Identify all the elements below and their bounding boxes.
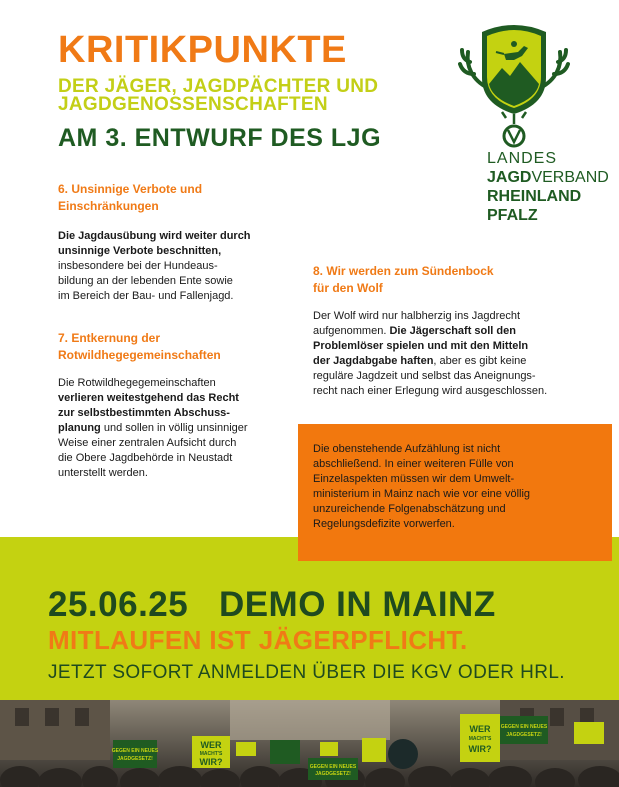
page-subtitle [58, 78, 418, 114]
sign-text: MACHT'S [199, 751, 223, 757]
body-line: unterstellt werden. [58, 467, 148, 479]
body-bold: zur selbstbestimmten Abschuss- [58, 407, 230, 419]
body-line: im Bereich der Bau- und Fallenjagd. [58, 290, 234, 302]
body-bold: Die Jägerschaft soll den [389, 325, 516, 337]
notice-line: Die obenstehende Aufzählung ist nicht [313, 443, 501, 455]
section-8-body [313, 309, 547, 399]
body-bold: verlieren weitestgehend das Recht [58, 392, 239, 404]
org-line: RHEINLAND [487, 188, 582, 205]
page-subtitle-2: AM 3. ENTWURF DES LJG [58, 124, 382, 152]
demo-title: DEMO IN MAINZ [218, 585, 496, 624]
body-bold: planung [58, 422, 101, 434]
sign-text: GEGEN EIN NEUES [111, 748, 159, 754]
notice-line: unzureichende Folgenabschätzung und [313, 503, 506, 515]
ljv-logo-icon [458, 18, 570, 158]
organization-name [487, 149, 609, 225]
demo-crowd-photo [0, 700, 619, 787]
section-6-title [58, 181, 202, 215]
title-line: 7. Entkernung der [58, 331, 161, 345]
sign-text: WER [200, 740, 222, 750]
body-line: bildung an der lebenden Ente sowie [58, 275, 233, 287]
sign-text: MACHT'S [468, 736, 492, 742]
body-rest: , aber es gibt keine [433, 355, 527, 367]
subtitle-line: DER JÄGER, JAGDPÄCHTER UND [58, 76, 379, 97]
body-rest: und sollen in völlig unsinniger [100, 422, 248, 434]
body-bold: der Jagdabgabe haften [313, 355, 434, 367]
demo-date: 25.06.25 [48, 585, 189, 624]
sign-text: WER [469, 724, 491, 734]
notice-line: Einzelaspekten müssen wir dem Umwelt- [313, 473, 515, 485]
notice-text [313, 442, 608, 532]
body-line: die Obere Jagdbehörde in Neustadt [58, 452, 233, 464]
subtitle-line: JAGDGENOSSENSCHAFTEN [58, 94, 328, 115]
notice-line: ministerium in Mainz nach wie vor eine völlig [313, 488, 531, 500]
title-line: 8. Wir werden zum Sündenbock [313, 264, 494, 278]
section-6-body [58, 229, 251, 304]
sign-text: WIR? [199, 757, 223, 767]
sign-text: GEGEN EIN NEUES [309, 764, 357, 770]
notice-line: Regelungsdefizite vorwerfen. [313, 518, 455, 530]
body-line: Der Wolf wird nur halbherzig ins Jagdrecht [313, 310, 521, 322]
demo-call-to-action: JETZT SOFORT ANMELDEN ÜBER DIE KGV ODER HRL. [48, 662, 565, 683]
title-line: Einschränkungen [58, 199, 159, 213]
body-bold: unsinnige Verbote beschnitten, [58, 245, 222, 257]
org-line: PFALZ [487, 207, 538, 224]
org-line [487, 168, 609, 187]
sign-text: JAGDGESETZ! [506, 732, 542, 738]
title-line: für den Wolf [313, 281, 383, 295]
demo-heading [48, 586, 496, 624]
sign-text: JAGDGESETZ! [117, 756, 153, 762]
notice-line: abschließend. In einer weiteren Fülle von [313, 458, 514, 470]
body-line: insbesondere bei der Hundeaus- [58, 260, 218, 272]
demo-slogan: MITLAUFEN IST JÄGERPFLICHT. [48, 625, 468, 655]
body-bold: Die Jagdausübung wird weiter durch [58, 230, 251, 242]
page-title: KRITIKPUNKTE [58, 29, 347, 71]
section-7-title [58, 330, 221, 364]
body-line: recht nach einer Erlegung wird ausgeschlossen. [313, 385, 548, 397]
sign-text: WIR? [468, 744, 492, 754]
sign-text: JAGDGESETZ! [315, 771, 351, 777]
section-7-body [58, 376, 248, 481]
body-bold: Problemlöser spielen und mit den Mitteln [313, 340, 529, 352]
body-rest: aufgenommen. [313, 325, 390, 337]
body-line: reguläre Jagdzeit und selbst das Aneignungs- [313, 370, 536, 382]
title-line: Rotwildhegegemeinschaften [58, 348, 221, 362]
sign-text: GEGEN EIN NEUES [500, 724, 548, 730]
org-line: LANDES [487, 150, 558, 167]
section-8-title [313, 263, 494, 297]
body-line: Weise einer zentralen Aufsicht durch [58, 437, 237, 449]
body-line: Die Rotwildhegegemeinschaften [58, 377, 216, 389]
org-bold: JAGD [487, 169, 532, 186]
org-rest: VERBAND [531, 169, 609, 186]
title-line: 6. Unsinnige Verbote und [58, 182, 203, 196]
